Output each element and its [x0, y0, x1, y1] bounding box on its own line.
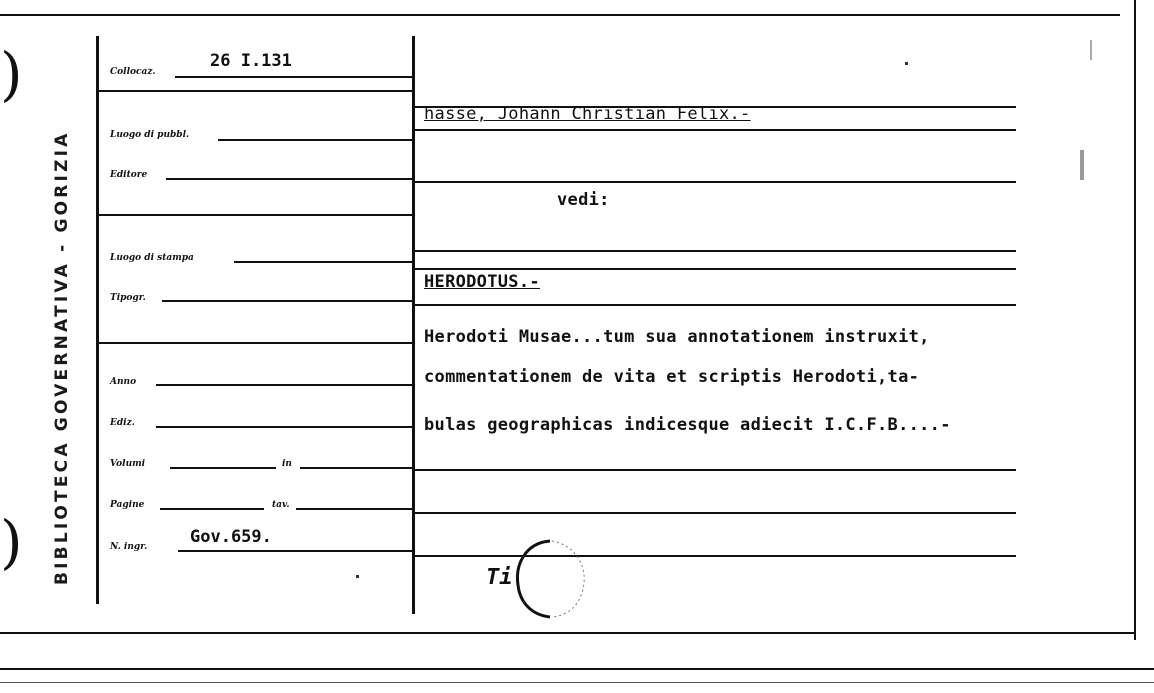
value-collocazione: 26 I.131 [210, 51, 292, 71]
rule-collocazione [175, 76, 412, 78]
right-rule-3 [414, 181, 1016, 183]
binder-hole-top: ) [0, 40, 23, 108]
right-rule-8 [414, 512, 1016, 514]
entry-name-line: hasse, Johann Christian Felix.- [424, 104, 751, 124]
rule-tipografo [162, 300, 412, 302]
right-rule-5 [414, 268, 1016, 270]
right-rule-2 [414, 129, 1016, 131]
rule-numero-inventario [178, 550, 412, 552]
center-divider-rule [412, 36, 415, 614]
entry-title-line-2: commentationem de vita et scriptis Herodoti,ta- [424, 367, 920, 387]
label-editore: Editore [110, 170, 148, 180]
entry-title-line-3: bulas geographicas indicesque adiecit I.C.F.B....- [424, 415, 951, 435]
value-numero-inventario: Gov.659. [190, 527, 272, 547]
right-rule-7 [414, 469, 1016, 471]
scan-speck [905, 62, 908, 65]
rule-tavole [296, 508, 412, 510]
entry-heading: HERODOTUS.- [424, 272, 540, 292]
label-luogo-stampa: Luogo di stampa [110, 253, 194, 263]
card-top-edge [0, 14, 1120, 16]
right-rule-6 [414, 304, 1016, 306]
rule-under-collocazione [97, 90, 412, 92]
label-edizione: Ediz. [110, 418, 135, 428]
rule-volumi [170, 467, 276, 469]
library-name: BIBLIOTECA GOVERNATIVA - GORIZIA [52, 130, 72, 585]
label-luogo-pubbl: Luogo di pubbl. [110, 130, 190, 140]
page-bottom-line-2 [0, 682, 1154, 683]
label-collocazione: Collocaz. [110, 67, 156, 77]
label-tavole: tav. [272, 500, 290, 510]
label-numero-inventario: N. ingr. [110, 542, 148, 552]
signature-initials: Ti [486, 565, 513, 590]
binder-hole-bottom: ) [0, 508, 23, 576]
rule-in [300, 467, 412, 469]
left-margin-rule [96, 36, 99, 604]
scan-speck [356, 575, 359, 578]
rule-editore [166, 178, 412, 180]
rule-tipografo-2 [97, 342, 412, 344]
label-in: in [282, 459, 292, 469]
label-anno: Anno [110, 377, 137, 387]
entry-title-line-1: Herodoti Musae...tum sua annotationem instruxit, [424, 327, 930, 347]
rule-anno [156, 384, 412, 386]
scan-speck [1080, 150, 1084, 180]
scan-speck [1090, 40, 1092, 60]
card-right-edge [1134, 0, 1136, 640]
page-bottom-line [0, 668, 1154, 670]
right-rule-4 [414, 250, 1016, 252]
rule-editore-2 [97, 214, 412, 216]
label-volumi: Volumi [110, 459, 146, 469]
rule-luogo-stampa [234, 261, 412, 263]
card-bottom-edge [0, 632, 1136, 634]
rule-luogo-pubbl [218, 139, 412, 141]
label-tipografo: Tipogr. [110, 293, 146, 303]
entry-see-label: vedi: [557, 190, 610, 210]
rule-pagine [160, 508, 264, 510]
label-pagine: Pagine [110, 500, 145, 510]
rule-edizione [156, 426, 412, 428]
